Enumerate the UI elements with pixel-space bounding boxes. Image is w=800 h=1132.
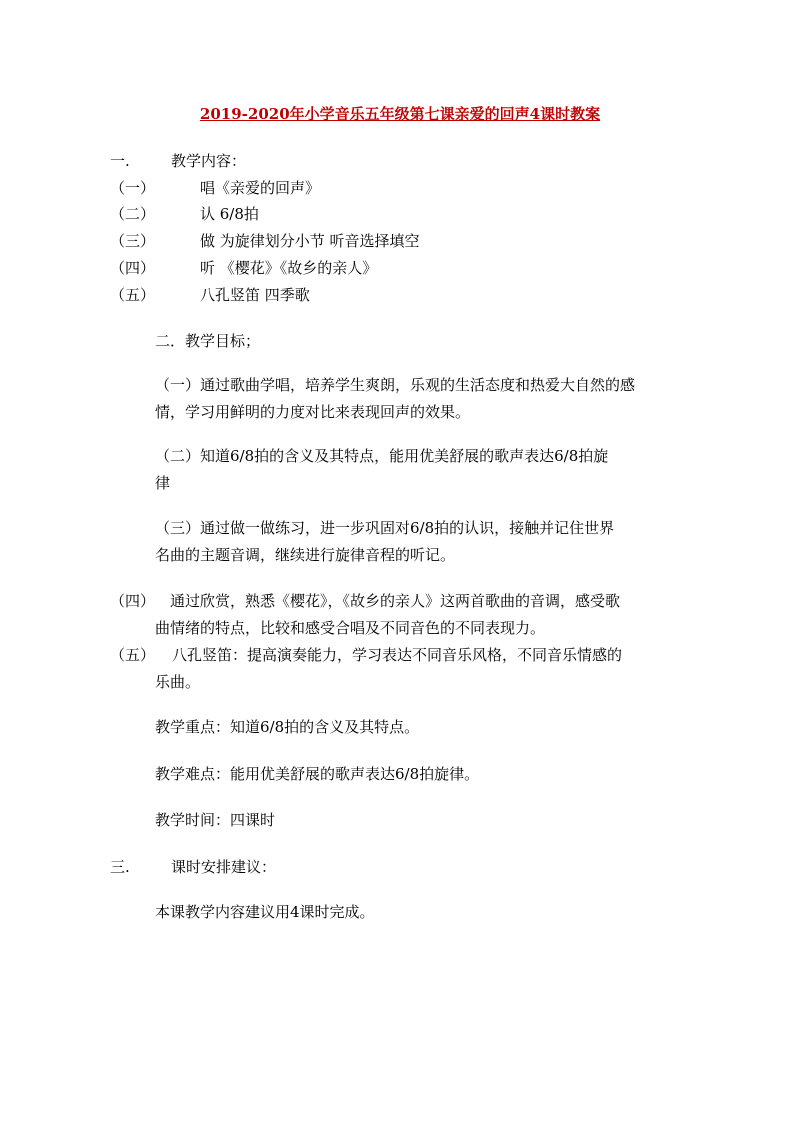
content-item-number: （二） (110, 205, 156, 223)
content-item-number: （五） (110, 286, 156, 304)
goal-line: 情，学习用鲜明的力度对比来表现回声的效果。 (155, 403, 471, 421)
content-item-text: 认 6/8拍 (200, 205, 259, 223)
content-item-number: （三） (110, 232, 156, 250)
content-item-number: （一） (110, 179, 156, 197)
goal-line: 律 (155, 474, 171, 492)
goal-number: （四） (110, 592, 156, 610)
section1-label: 教学内容： (171, 152, 247, 170)
section1-number: 一. (110, 152, 130, 170)
difficulty-point: 教学难点：能用优美舒展的歌声表达6/8拍旋律。 (155, 765, 480, 783)
content-item-number: （四） (110, 259, 156, 277)
goal-line: （三）通过做一做练习，进一步巩固对6/8拍的认识，接触并记住世界 (155, 519, 615, 537)
teaching-time: 教学时间：四课时 (155, 811, 276, 829)
content-item-text: 听 《樱花》《故乡的亲人》 (200, 259, 378, 277)
section2-heading: 二．教学目标； (155, 332, 261, 350)
content-item-text: 唱《亲爱的回声》 (200, 179, 321, 197)
section3-number: 三. (110, 858, 130, 876)
key-point: 教学重点：知道6/8拍的含义及其特点。 (155, 718, 420, 736)
goal-line: 曲情绪的特点，比较和感受合唱及不同音色的不同表现力。 (155, 619, 546, 637)
section3-text: 本课教学内容建议用4课时完成。 (155, 903, 375, 921)
goal-line: （二）知道6/8拍的含义及其特点，能用优美舒展的歌声表达6/8拍旋 (155, 447, 609, 465)
goal-line: （一）通过歌曲学唱，培养学生爽朗，乐观的生活态度和热爱大自然的感 (155, 376, 636, 394)
section3-label: 课时安排建议： (171, 858, 277, 876)
goal-line: 乐曲。 (155, 673, 201, 691)
goal-number: （五） (110, 646, 156, 664)
content-item-text: 做 为旋律划分小节 听音选择填空 (200, 232, 420, 250)
goal-line: 八孔竖笛：提高演奏能力，学习表达不同音乐风格，不同音乐情感的 (172, 646, 623, 664)
content-item-text: 八孔竖笛 四季歌 (200, 286, 310, 304)
goal-line: 名曲的主题音调，继续进行旋律音程的听记。 (155, 546, 456, 564)
document-title: 2019-2020年小学音乐五年级第七课亲爱的回声4课时教案 (199, 105, 601, 123)
goal-line: 通过欣赏，熟悉《樱花》，《故乡的亲人》这两首歌曲的音调，感受歌 (170, 592, 621, 610)
